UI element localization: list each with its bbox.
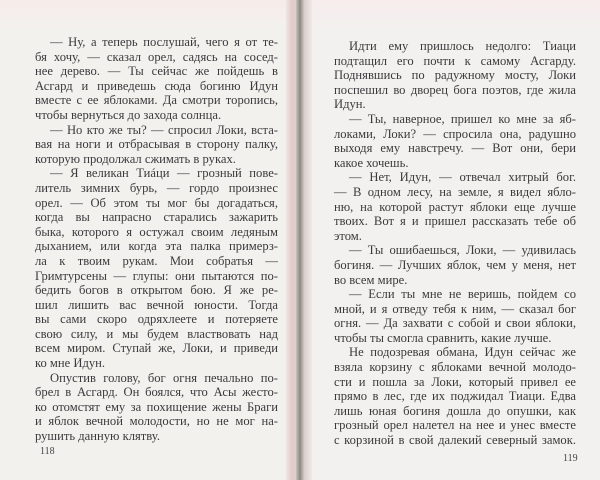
text-line: прямо в лес, где их поджидал Тиаци. Едва [334,389,576,404]
text-line: вместе с ее яблоками. Да смотри торопись, [35,93,278,108]
text-line: подтащил его почти к самому Асгарду. [334,53,576,68]
page-number-left: 118 [40,446,55,457]
text-line: — Я великан Тиáци — грозный пове- [50,166,278,181]
text-line: нее дерево. — Ты сейчас же пойдешь в [35,64,278,79]
right-page-edge [304,0,312,480]
text-line: сти и пошла за Локи, который привел ее [334,374,576,389]
text-line: литель зимних бурь, — гордо произнес [35,180,278,195]
text-line: Асгард и приведешь сюда богиню Идун [35,78,278,93]
text-line: твоих. Вот я и пришел рассказать тебе об [334,214,576,229]
text-line: дыханием, или когда эта палка примерз- [35,239,278,254]
text-line: — Ты ошибаешься, Локи, — удивилась [349,243,576,258]
text-line: ко отомстят ему за похищение жены Браги [35,399,278,414]
text-line: — Если ты мне не веришь, пойдем со [349,287,576,302]
text-line: ню, на которой растут яблоки еще лучше [334,199,576,214]
text-line: Идун. [334,97,366,112]
text-line: чтобы ты смогла сравнить, какие лучше. [334,330,552,345]
text-line: — Нет, Идун, — отвечал хитрый бог. [349,170,576,185]
text-line: с корзиной в свой далекий северный замок. [334,433,576,448]
text-line: выходя ему навстречу. — Вот они, бери [334,141,576,156]
text-line: взяла корзину с яблоками вечной молодо- [334,360,576,375]
text-line: бя хочу, — сказал орел, садясь на сосед- [35,49,278,64]
text-line: вая на ноги и отбрасывая в сторону палку, [35,137,278,152]
text-line: поспешил во дворец бога поэтов, где жила [334,82,576,97]
text-line: этом. [334,228,362,243]
text-line: Гримтурсены — глупы: они пытаются по- [35,268,278,283]
text-line: лишь юная богиня дошла до опушки, как [334,403,576,418]
text-line: вы сами скоро одряхлеете и потеряете [35,312,278,327]
text-line: свою силу, и мы будем властвовать над [35,326,278,341]
text-line: — В одном лесу, на земле, я видел ябло- [334,184,576,199]
page-number-right: 119 [563,453,578,464]
text-line: когда вы напрасно старались зажарить [35,210,278,225]
book-gutter [296,0,304,480]
left-page-text [35,35,278,444]
text-line: орел. — Об этом ты мог бы догадаться, [35,195,278,210]
text-line: всем миром. Ступай же, Локи, и приведи [35,341,278,356]
text-line: рушить данную клятву. [35,429,160,444]
text-line: бедить богов в открытом бою. Я же ре- [35,283,278,298]
text-line: — Ну, а теперь послушай, чего я от те- [50,35,278,49]
text-line: Опустив голову, бог огня печально по- [50,370,278,385]
text-line: и яблок вечной молодости, но не мог на- [35,414,278,429]
text-line: Идти ему пришлось недолго: Тиаци [349,39,576,53]
text-line: богиня. — Лучших яблок, чем у меня, нет [334,257,576,272]
left-page-edge [286,0,296,480]
text-line: ко мне Идун. [35,356,106,371]
text-line: шил лишить вас вечной юности. Тогда [35,297,278,312]
text-line: локами, Локи? — спросила она, радушно [334,126,576,141]
text-line: которую продолжал сжимать в руках. [35,151,236,166]
text-line: огня. — Да захвати с собой и свои яблоки, [334,316,576,331]
text-line: во всем мире. [334,272,408,287]
text-line: ла к твоим рукам. Мои собратья — [35,253,278,268]
text-line: Поднявшись по радужному мосту, Локи [334,68,576,83]
text-line: Не подозревая обмана, Идун сейчас же [349,345,576,360]
text-line: быка, которого я остужал своим ледяным [35,224,278,239]
text-line: грозный орел налетел на нее и унес вместе [334,418,576,433]
text-line: брел в Асгард. Он боялся, что Асы жесто- [35,385,278,400]
right-page-text [334,39,576,448]
text-line: какое хочешь. [334,155,409,170]
text-line: — Ты, наверное, пришел ко мне за яб- [349,111,576,126]
text-line: — Но кто же ты? — спросил Локи, вста- [50,122,278,137]
text-line: мной, и я отведу тебя к ним, — сказал бог [334,301,576,316]
text-line: чтобы вернуться до захода солнца. [35,107,222,122]
